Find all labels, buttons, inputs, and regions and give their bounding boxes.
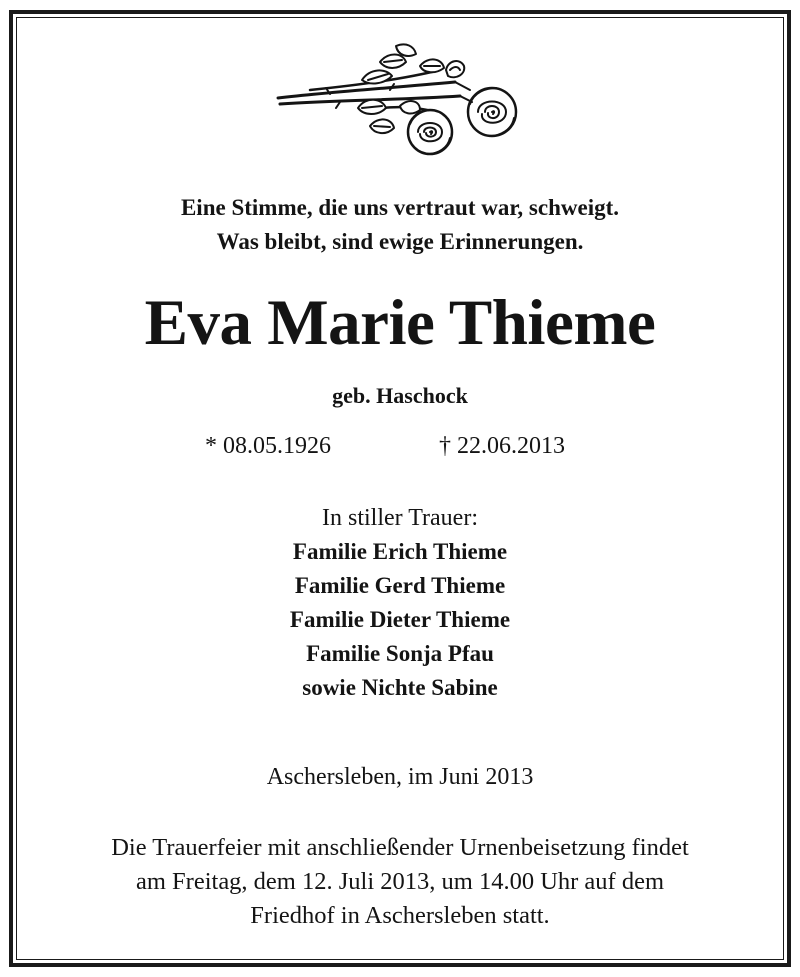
birth-name: geb. Haschock [332, 383, 468, 408]
funeral-notice-line-1: Die Trauerfeier mit anschließender Urnenbeisetzung findet [111, 834, 689, 861]
mourner-line: Familie Gerd Thieme [294, 573, 506, 598]
mourner-line: Familie Erich Thieme [292, 539, 508, 564]
death-date: † 22.06.2013 [439, 433, 565, 459]
funeral-notice-line-3: Friedhof in Aschersleben statt. [250, 902, 550, 929]
birth-date: * 08.05.1926 [205, 433, 331, 459]
mourner-line: sowie Nichte Sabine [302, 675, 498, 700]
place-and-date: Aschersleben, im Juni 2013 [266, 764, 534, 790]
deceased-name: Eva Marie Thieme [144, 287, 656, 359]
quote-line-2: Was bleibt, sind ewige Erinnerungen. [216, 229, 584, 254]
roses-illustration [270, 40, 530, 162]
quote-line-1: Eine Stimme, die uns vertraut war, schweigt. [180, 195, 620, 220]
mourner-line: Familie Dieter Thieme [289, 607, 511, 632]
funeral-notice-line-2: am Freitag, dem 12. Juli 2013, um 14.00 Uhr auf dem [135, 868, 665, 895]
mourners-intro: In stiller Trauer: [322, 505, 478, 531]
mourner-line: Familie Sonja Pfau [306, 641, 494, 666]
